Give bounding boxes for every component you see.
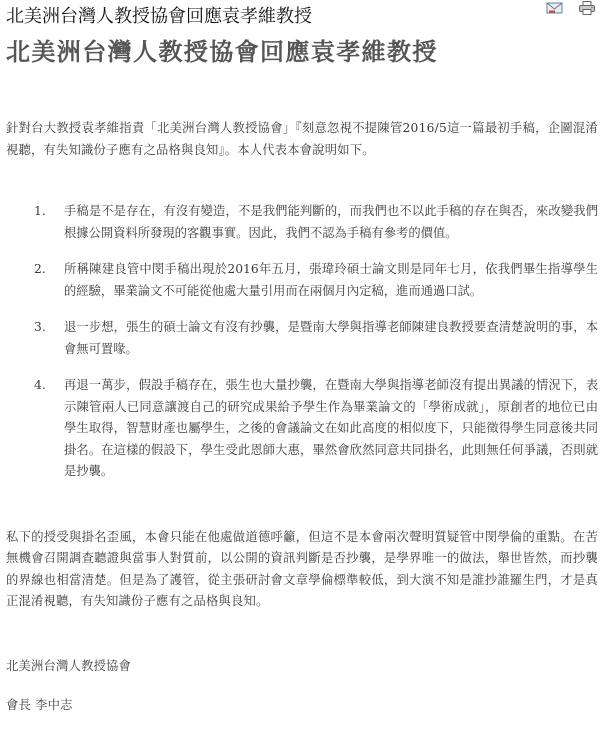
list-item (6, 375, 598, 483)
list-item (6, 259, 598, 302)
points-list (6, 201, 598, 483)
list-item (6, 201, 598, 244)
article-title: 北美洲台灣人教授協會回應袁孝維教授 (6, 37, 438, 66)
list-item-number: 4. (34, 378, 46, 392)
email-icon[interactable] (546, 0, 564, 14)
article-body (6, 118, 598, 717)
list-item-text: 退一步想，張生的碩士論文有沒有抄襲，是暨南大學與指導老師陳建良教授要查清楚說明的事，本會無可置喙。 (64, 320, 598, 356)
list-item-number: 2. (34, 262, 46, 276)
list-item-number: 3. (34, 320, 46, 334)
list-item (6, 317, 598, 360)
list-item-number: 1. (34, 204, 46, 218)
article-toolbar (546, 0, 596, 14)
print-icon[interactable] (578, 0, 596, 14)
list-item-text: 所稱陳建良管中閔手稿出現於2016年五月，張瑋玲碩士論文則是同年七月，依我們畢生指導學生的經驗，畢業論文不可能從他處大量引用而在兩個月內定稿，進而通過口試。 (64, 262, 598, 298)
signature-organization: 北美洲台灣人教授協會 (6, 658, 131, 673)
intro-paragraph: 針對台大教授袁孝維指責「北美洲台灣人教授協會」『刻意忽視不提陳管2016/5這一篇最初手稿，企圖混淆視聽，有失知識份子應有之品格與良知』。本人代表本會說明如下。 (6, 121, 598, 157)
list-item-text: 再退一萬步，假設手稿存在，張生也大量抄襲，在暨南大學與指導老師沒有提出異議的情況下，表示陳管兩人已同意讓渡自己的研究成果給予學生作為畢業論文的「學術成就」，原創者的地位已由學生取得，智慧財產也屬學生，之後的會議論文在如此高度的相似度下，只能徵得學生同意後共同掛名。在這樣的假設下，學生受此恩師大惠，畢然會欣然同意共同掛名，此則無任何爭議，否則就是抄襲。 (64, 378, 598, 478)
page-title: 北美洲台灣人教授協會回應袁孝維教授 (6, 6, 312, 27)
closing-paragraph: 私下的授受與掛名歪風，本會只能在他處做道德呼籲，但這不是本會兩次聲明質疑管中閔學倫的重點。在苦無機會召開調查聽證與當事人對質前，以公開的資訊判斷是否抄襲，是學界唯一的做法，舉世皆然，而抄襲的界線也相當清楚。但是為了護管，從主張研討會文章學倫標準較低，到大演不知是誰抄誰羅生門，才是真正混淆視聽，有失知識份子應有之品格與良知。 (6, 529, 598, 608)
signature-person: 會長 李中志 (6, 698, 73, 712)
list-item-text: 手稿是不是存在，有沒有變造，不是我們能判斷的，而我們也不以此手稿的存在與否，來改變我們根據公開資料所發現的客觀事實。因此，我們不認為手稿有參考的價值。 (64, 204, 598, 240)
